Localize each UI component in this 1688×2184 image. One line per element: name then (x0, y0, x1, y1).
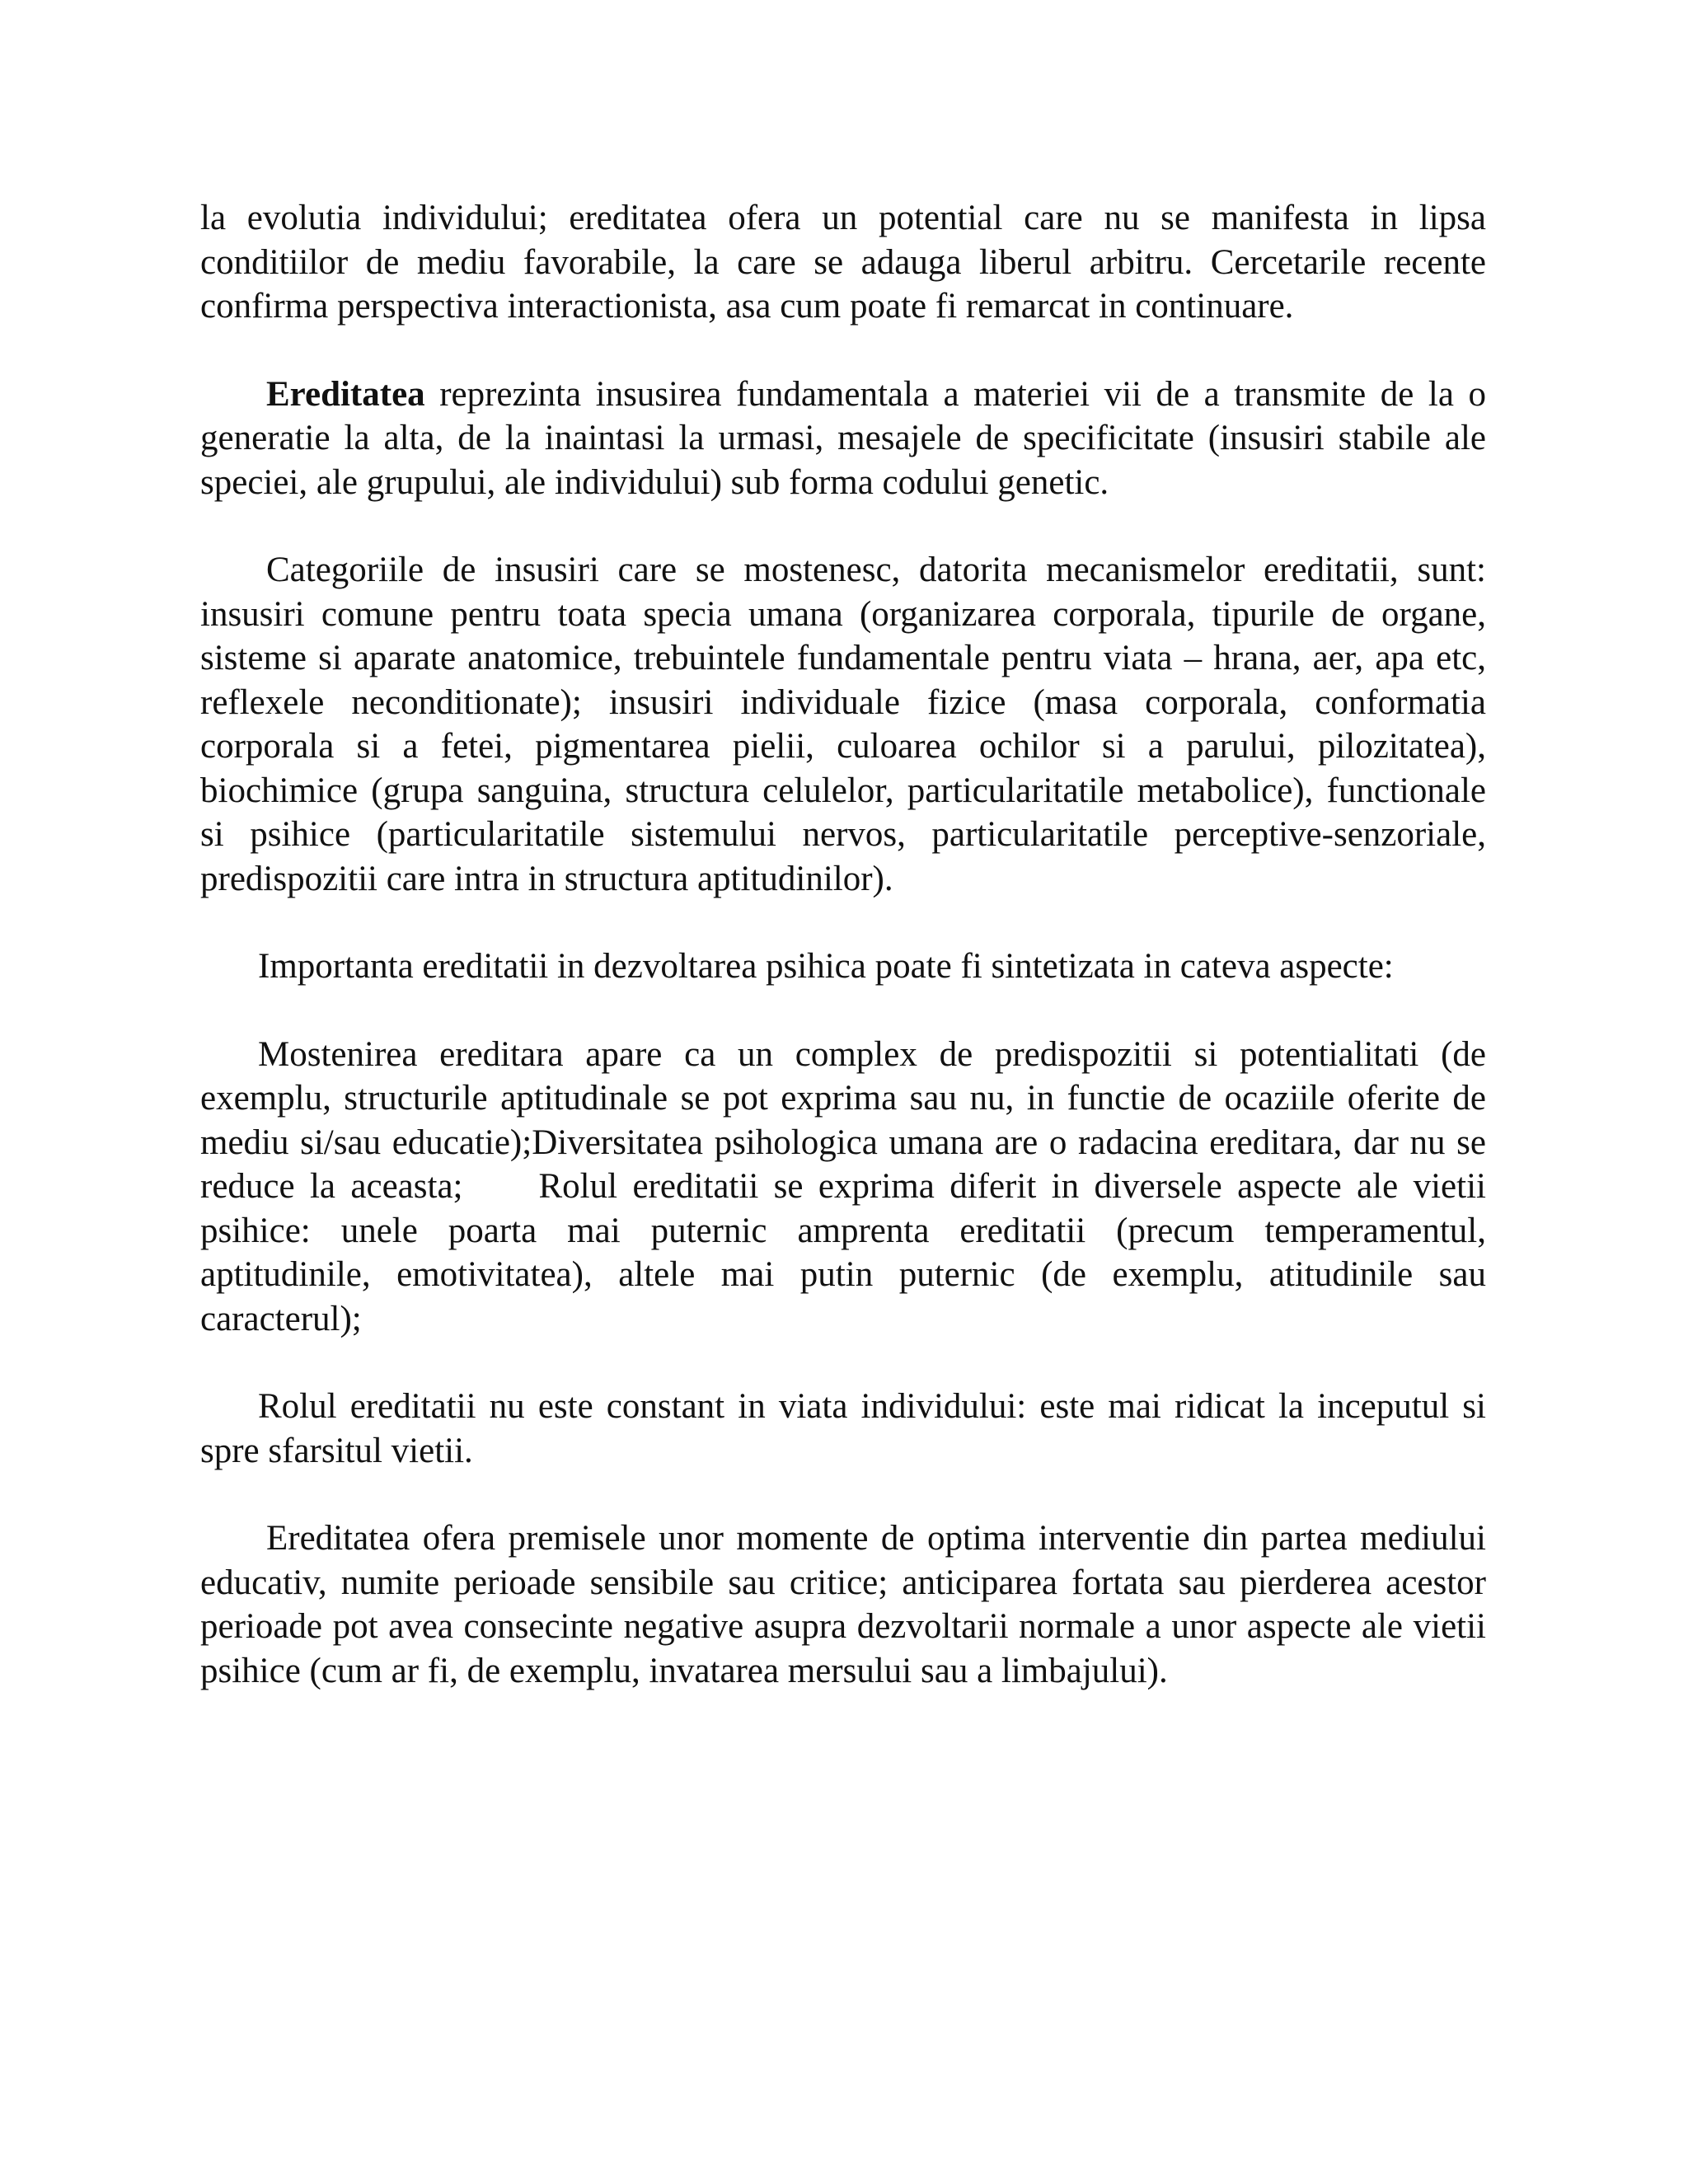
term-ereditatea: Ereditatea (266, 374, 425, 414)
paragraph-5 (200, 1033, 1486, 1342)
paragraph-5-part-1: Mostenirea ereditara apare ca un complex de predispozitii si potentialitati (de exemplu, structurile aptitudinale se pot exprima sau nu, in functie de ocaziile oferite de mediu si/sau educatie);Diversitatea psihologica umana are o radacina ereditara, dar nu se reduce la aceasta; (200, 1034, 1486, 1206)
paragraph-4: Importanta ereditatii in dezvoltarea psihica poate fi sintetizata in cateva aspecte: (258, 947, 1394, 986)
paragraph-7: Ereditatea ofera premisele unor momente de optima interventie din partea mediului educativ, numite perioade sensibile sau critice; anticiparea fortata sau pierderea acestor perioade pot avea consecinte negative asupra dezvoltarii normale a unor aspecte ale vietii psihice (cum ar fi, de exemplu, invatarea mersului sau a limbajului). (200, 1519, 1486, 1690)
document-body (200, 196, 1486, 1736)
paragraph-2 (200, 373, 1486, 505)
paragraph-5-part-2: Rolul ereditatii se exprima diferit in diversele aspecte ale vietii psihice: unele poarta mai puternic amprenta ereditatii (precum temperamentul, aptitudinile, emotivitatea), altele mai putin puternic (de exemplu, atitudinile sau caracterul); (200, 1167, 1486, 1338)
paragraph-3: Categoriile de insusiri care se mostenesc, datorita mecanismelor ereditatii, sunt: insusiri comune pentru toata specia umana (organizarea corporala, tipurile de organe, sisteme si aparate anatomice, trebuintele fundamentale pentru viata – hrana, aer, apa etc, reflexele neconditionate); insusiri individuale fizice (masa corporala, conformatia corporala si a fetei, pigmentarea pielii, culoarea ochilor si a parului, pilozitatea), biochimice (grupa sanguina, structura celulelor, particularitatile metabolice), functionale si psihice (particularitatile sistemului nervos, particularitatile perceptive-senzoriale, predispozitii care intra in structura aptitudinilor). (200, 551, 1486, 898)
paragraph-2-text: reprezinta insusirea fundamentala a materiei vii de a transmite de la o generatie la alta, de la inaintasi la urmasi, mesajele de specificitate (insusiri stabile ale speciei, ale grupului, ale individului) sub forma codului genetic. (200, 374, 1486, 502)
paragraph-1: la evolutia individului; ereditatea ofera un potential care nu se manifesta in lipsa conditiilor de mediu favorabile, la care se adauga liberul arbitru. Cercetarile recente confirma perspectiva interactionista, asa cum poate fi remarcat in continuare. (200, 199, 1486, 326)
paragraph-6: Rolul ereditatii nu este constant in viata individului: este mai ridicat la inceputul si spre sfarsitul vietii. (200, 1387, 1486, 1470)
